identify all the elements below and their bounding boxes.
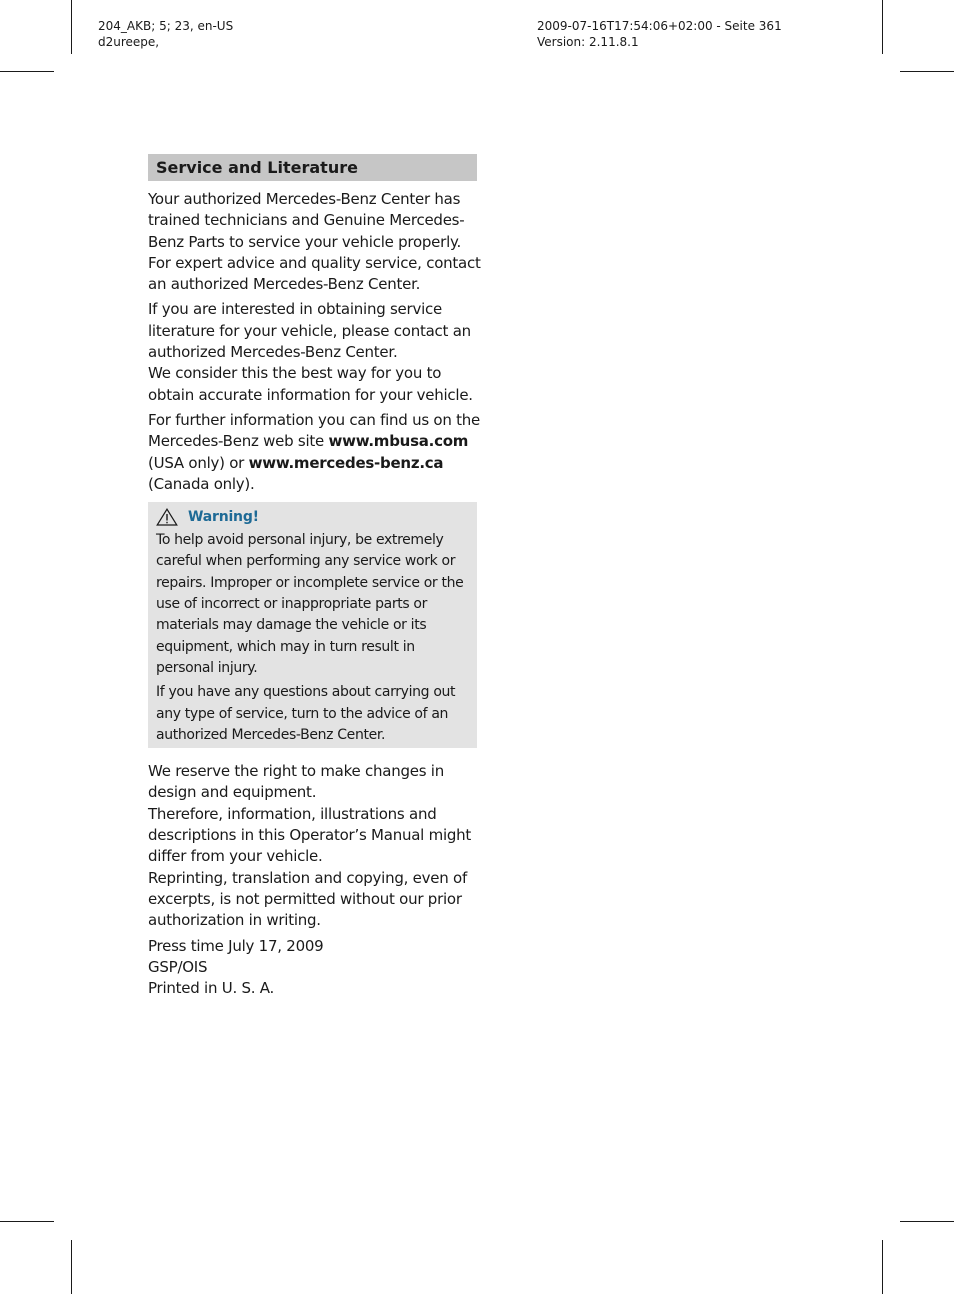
crop-mark (900, 71, 954, 72)
crop-mark (882, 1240, 883, 1294)
warning-paragraph-1: To help avoid personal injury, be extremely careful when performing any service work or repairs. Improper or incomplete service or the use of incorrect or inappropriate parts or materials may damage the vehicle or its equipment, which may in turn result in personal injury. (156, 532, 464, 676)
warning-triangle-icon (156, 508, 178, 526)
meta-version: Version: 2.11.8.1 (537, 35, 639, 49)
press-info-paragraph: Press time July 17, 2009 GSP/OIS Printed in U. S. A. (148, 936, 324, 998)
meta-document-id: 204_AKB; 5; 23, en-US (98, 19, 234, 33)
print-meta-left (98, 18, 233, 50)
intro-paragraph-1: Your authorized Mercedes-Benz Center has trained technicians and Genuine Mercedes- Benz Parts to service your vehicle properly. For expert advice and quality service, contact an authorized Mercedes-Benz Center. (148, 190, 481, 294)
crop-mark (71, 1240, 72, 1294)
print-meta-right (537, 18, 782, 50)
mbusa-link[interactable]: www.mbusa.com (328, 432, 469, 451)
meta-timestamp: 2009-07-16T17:54:06+02:00 - Seite 361 (537, 19, 782, 33)
meta-editor: d2ureepe, (98, 35, 160, 49)
crop-mark (882, 0, 883, 54)
warning-box (148, 502, 477, 748)
warning-header (156, 508, 469, 526)
crop-mark (71, 0, 72, 54)
intro-paragraph-3: For further information you can find us on the Mercedes-Benz web site www.mbusa.com (USA only) or www.mercedes-benz.ca (Canada only). (148, 410, 480, 493)
section-title: Service and Literature (148, 154, 477, 181)
disclaimer-paragraph: We reserve the right to make changes in design and equipment. Therefore, information, illustrations and descriptions in this Operator’s Manual might differ from your vehicle. Reprinting, translation and copying, even of excerpts, is not permitted without our prior authorization in writing. (148, 762, 472, 930)
intro-paragraph-2: If you are interested in obtaining service literature for your vehicle, please contact an authorized Mercedes-Benz Center. We consider this the best way for you to obtain accurate information for your vehicle. (148, 300, 473, 404)
warning-paragraph-2: If you have any questions about carrying out any type of service, turn to the advice of an authorized Mercedes-Benz Center. (156, 684, 456, 743)
warning-title: Warning! (188, 509, 259, 526)
crop-mark (0, 71, 54, 72)
mercedes-benz-ca-link[interactable]: www.mercedes-benz.ca (248, 453, 444, 472)
crop-mark (0, 1221, 54, 1222)
crop-mark (900, 1221, 954, 1222)
content-column (148, 154, 481, 999)
